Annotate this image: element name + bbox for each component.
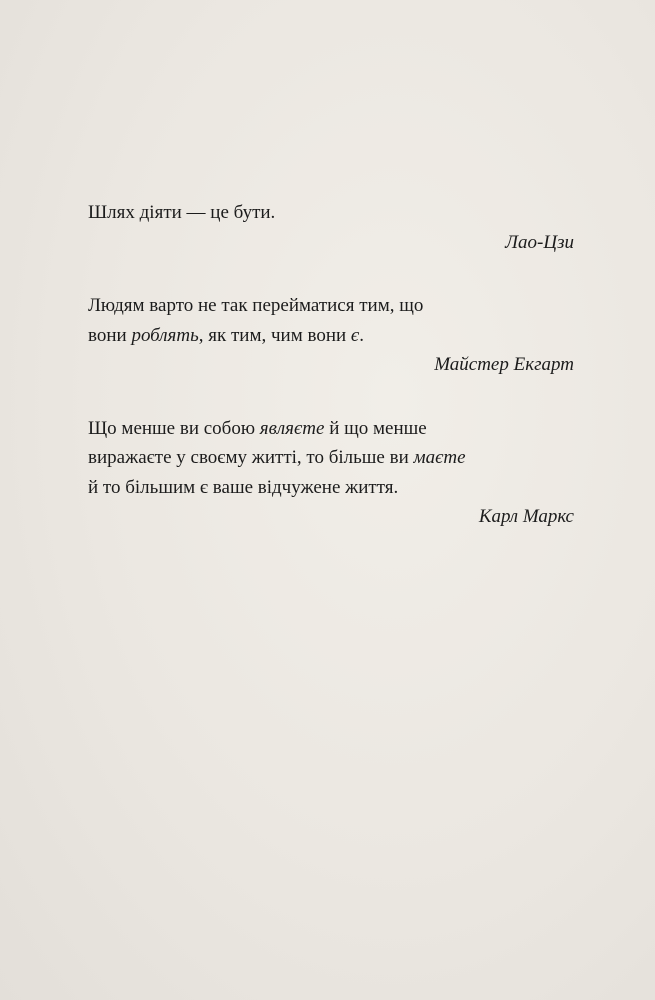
text-fragment: вони bbox=[88, 324, 132, 346]
epigraph-eckhart bbox=[88, 291, 578, 380]
text-fragment: виражаєте у своєму житті, то більше ви bbox=[88, 447, 414, 468]
epigraph-line: й то більшим є ваше відчужене життя. bbox=[88, 476, 399, 498]
epigraph-marx bbox=[88, 414, 578, 532]
epigraph-author: Лао-Цзи bbox=[505, 231, 574, 253]
emphasis-text: являєте bbox=[259, 417, 325, 439]
epigraphs bbox=[88, 198, 578, 532]
text-fragment: , як тим, чим вони bbox=[198, 324, 351, 346]
epigraph-text: Шлях діяти — це бути. bbox=[88, 202, 276, 223]
epigraph-line bbox=[88, 414, 578, 444]
text-fragment: Що менше ви собою bbox=[88, 417, 260, 439]
epigraph-line: Людям варто не так перейматися тим, що bbox=[88, 295, 424, 316]
epigraph-author: Карл Маркс bbox=[478, 506, 574, 527]
epigraph-laozi bbox=[88, 198, 578, 257]
epigraph-line bbox=[88, 321, 578, 351]
text-fragment: й що менше bbox=[324, 417, 427, 439]
emphasis-text: маєте bbox=[413, 447, 466, 468]
epigraph-line bbox=[88, 443, 578, 473]
emphasis-text: роблять bbox=[131, 324, 199, 346]
emphasis-text: є bbox=[350, 324, 360, 346]
epigraph-author: Майстер Екгарт bbox=[434, 354, 574, 375]
text-fragment: . bbox=[359, 324, 364, 346]
